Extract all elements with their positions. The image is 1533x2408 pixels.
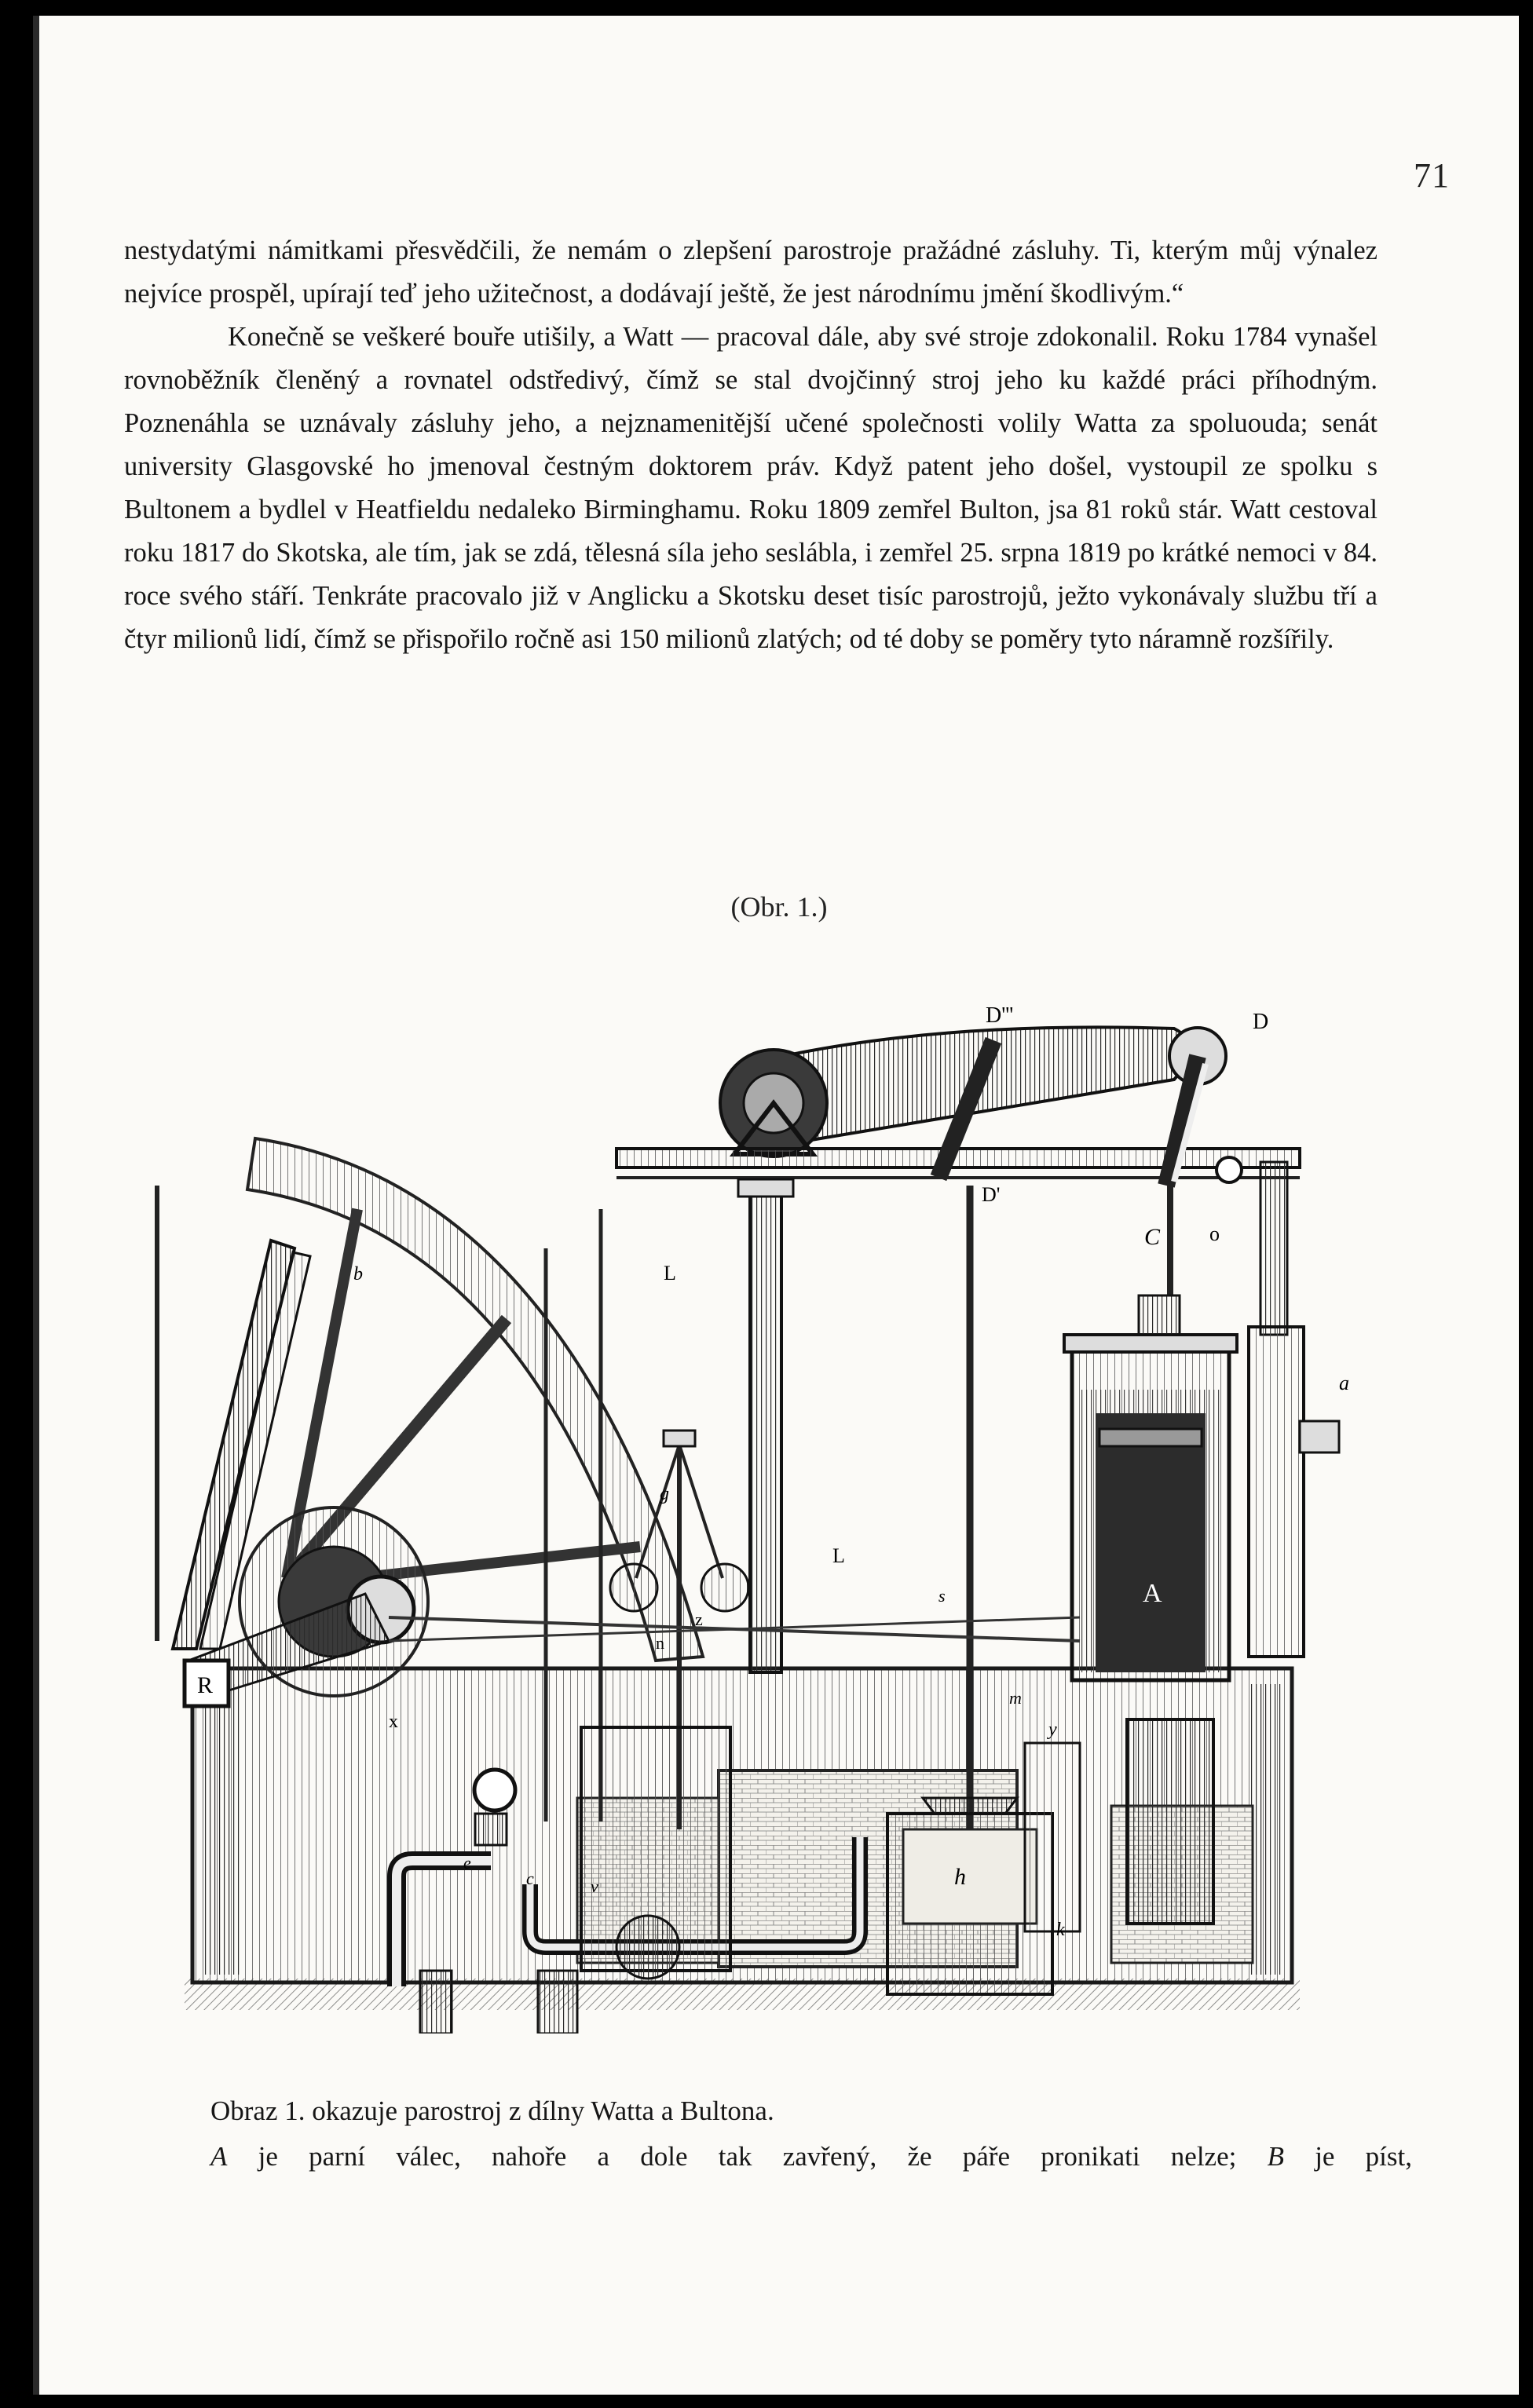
letter-h: h bbox=[954, 1864, 966, 1890]
caption-text-mid: je parní válec, nahoře a dole tak zavřený, že páře pronikati nelze; bbox=[227, 2141, 1268, 2172]
letter-m: m bbox=[1009, 1688, 1022, 1708]
figure-caption bbox=[210, 2088, 1412, 2180]
paragraph-1: nestydatými námitkami přesvědčili, že nemám o zlepšení parostroje pražádné zásluhy. Ti, kterým můj výnalez nejvíce prospěl, upírají teď jeho užitečnost, a dodávají ještě, že jest národnímu jmění škodlivým.“ bbox=[124, 236, 1378, 309]
letter-c: c bbox=[526, 1869, 534, 1888]
page-number: 71 bbox=[1414, 156, 1450, 195]
letter-D2: D' bbox=[982, 1183, 1001, 1206]
caption-letter-b: B bbox=[1267, 2141, 1284, 2172]
letter-C: C bbox=[1144, 1224, 1161, 1250]
caption-letter-a: A bbox=[210, 2141, 228, 2172]
letter-e: e bbox=[463, 1853, 471, 1873]
letter-R: R bbox=[197, 1672, 214, 1698]
paragraph-2: Konečně se veškeré bouře utišily, a Watt — pracoval dále, aby své stroje zdokonalil. Roku 1784 vynašel rovnoběžník členěný a rovnatel odstředivý, čímž se stal dvojčinný stroj jeho ku každé práci příhodným. Poznenáhla se uznávaly zásluhy jeho, a nejznamenitější učené společnosti volily Watta za spoluouda; senát university Glasgovské ho jmenoval čestným doktorem práv. Když patent jeho došel, vystoupil ze spolku s Bultonem a bydlel v Heatfieldu nedaleko Birminghamu. Roku 1809 zemřel Bulton, jsa 81 roků stár. Watt cestoval roku 1817 do Skotska, ale tím, jak se zdá, tělesná síla jeho seslábla, i zemřel 25. srpna 1819 po krátké nemoci v 84. roce svého stáří. Tenkráte pracovalo již v Anglicku a Skotsku deset tisíc parostrojů, ježto vykonávaly službu tří a čtyr milionů lidí, čímž se přispořilo ročně asi 150 milionů zlatých; od té doby se poměry tyto náramně rozšířily. bbox=[124, 322, 1378, 654]
letter-a: a bbox=[1339, 1372, 1349, 1394]
letter-s: s bbox=[938, 1586, 946, 1606]
letter-A: A bbox=[1143, 1579, 1162, 1608]
body-text bbox=[124, 229, 1378, 661]
figure-label: (Obr. 1.) bbox=[730, 891, 828, 923]
letter-g: g bbox=[660, 1484, 669, 1504]
letter-D: D bbox=[1253, 1010, 1269, 1034]
letter-y: y bbox=[1048, 1719, 1057, 1740]
steam-engine-engraving bbox=[153, 950, 1378, 2033]
letter-b: b bbox=[353, 1264, 363, 1284]
letter-x: x bbox=[389, 1712, 398, 1732]
letter-L: L bbox=[664, 1262, 676, 1284]
letter-o: o bbox=[1209, 1222, 1220, 1245]
letter-n: n bbox=[656, 1633, 664, 1653]
steam-cylinder bbox=[1064, 1295, 1237, 1680]
letter-z: z bbox=[695, 1610, 703, 1629]
letter-L2: L bbox=[832, 1544, 845, 1567]
caption-text-end: je píst, bbox=[1283, 2141, 1412, 2172]
caption-line-2 bbox=[210, 2134, 1412, 2180]
book-page bbox=[33, 16, 1519, 2395]
support-column bbox=[750, 1186, 781, 1672]
letter-k: k bbox=[1056, 1920, 1065, 1940]
letter-D3: D''' bbox=[986, 1003, 1014, 1028]
caption-line-1: Obraz 1. okazuje parostroj z dílny Watta a Bultona. bbox=[210, 2096, 774, 2126]
letter-v: v bbox=[591, 1876, 598, 1896]
